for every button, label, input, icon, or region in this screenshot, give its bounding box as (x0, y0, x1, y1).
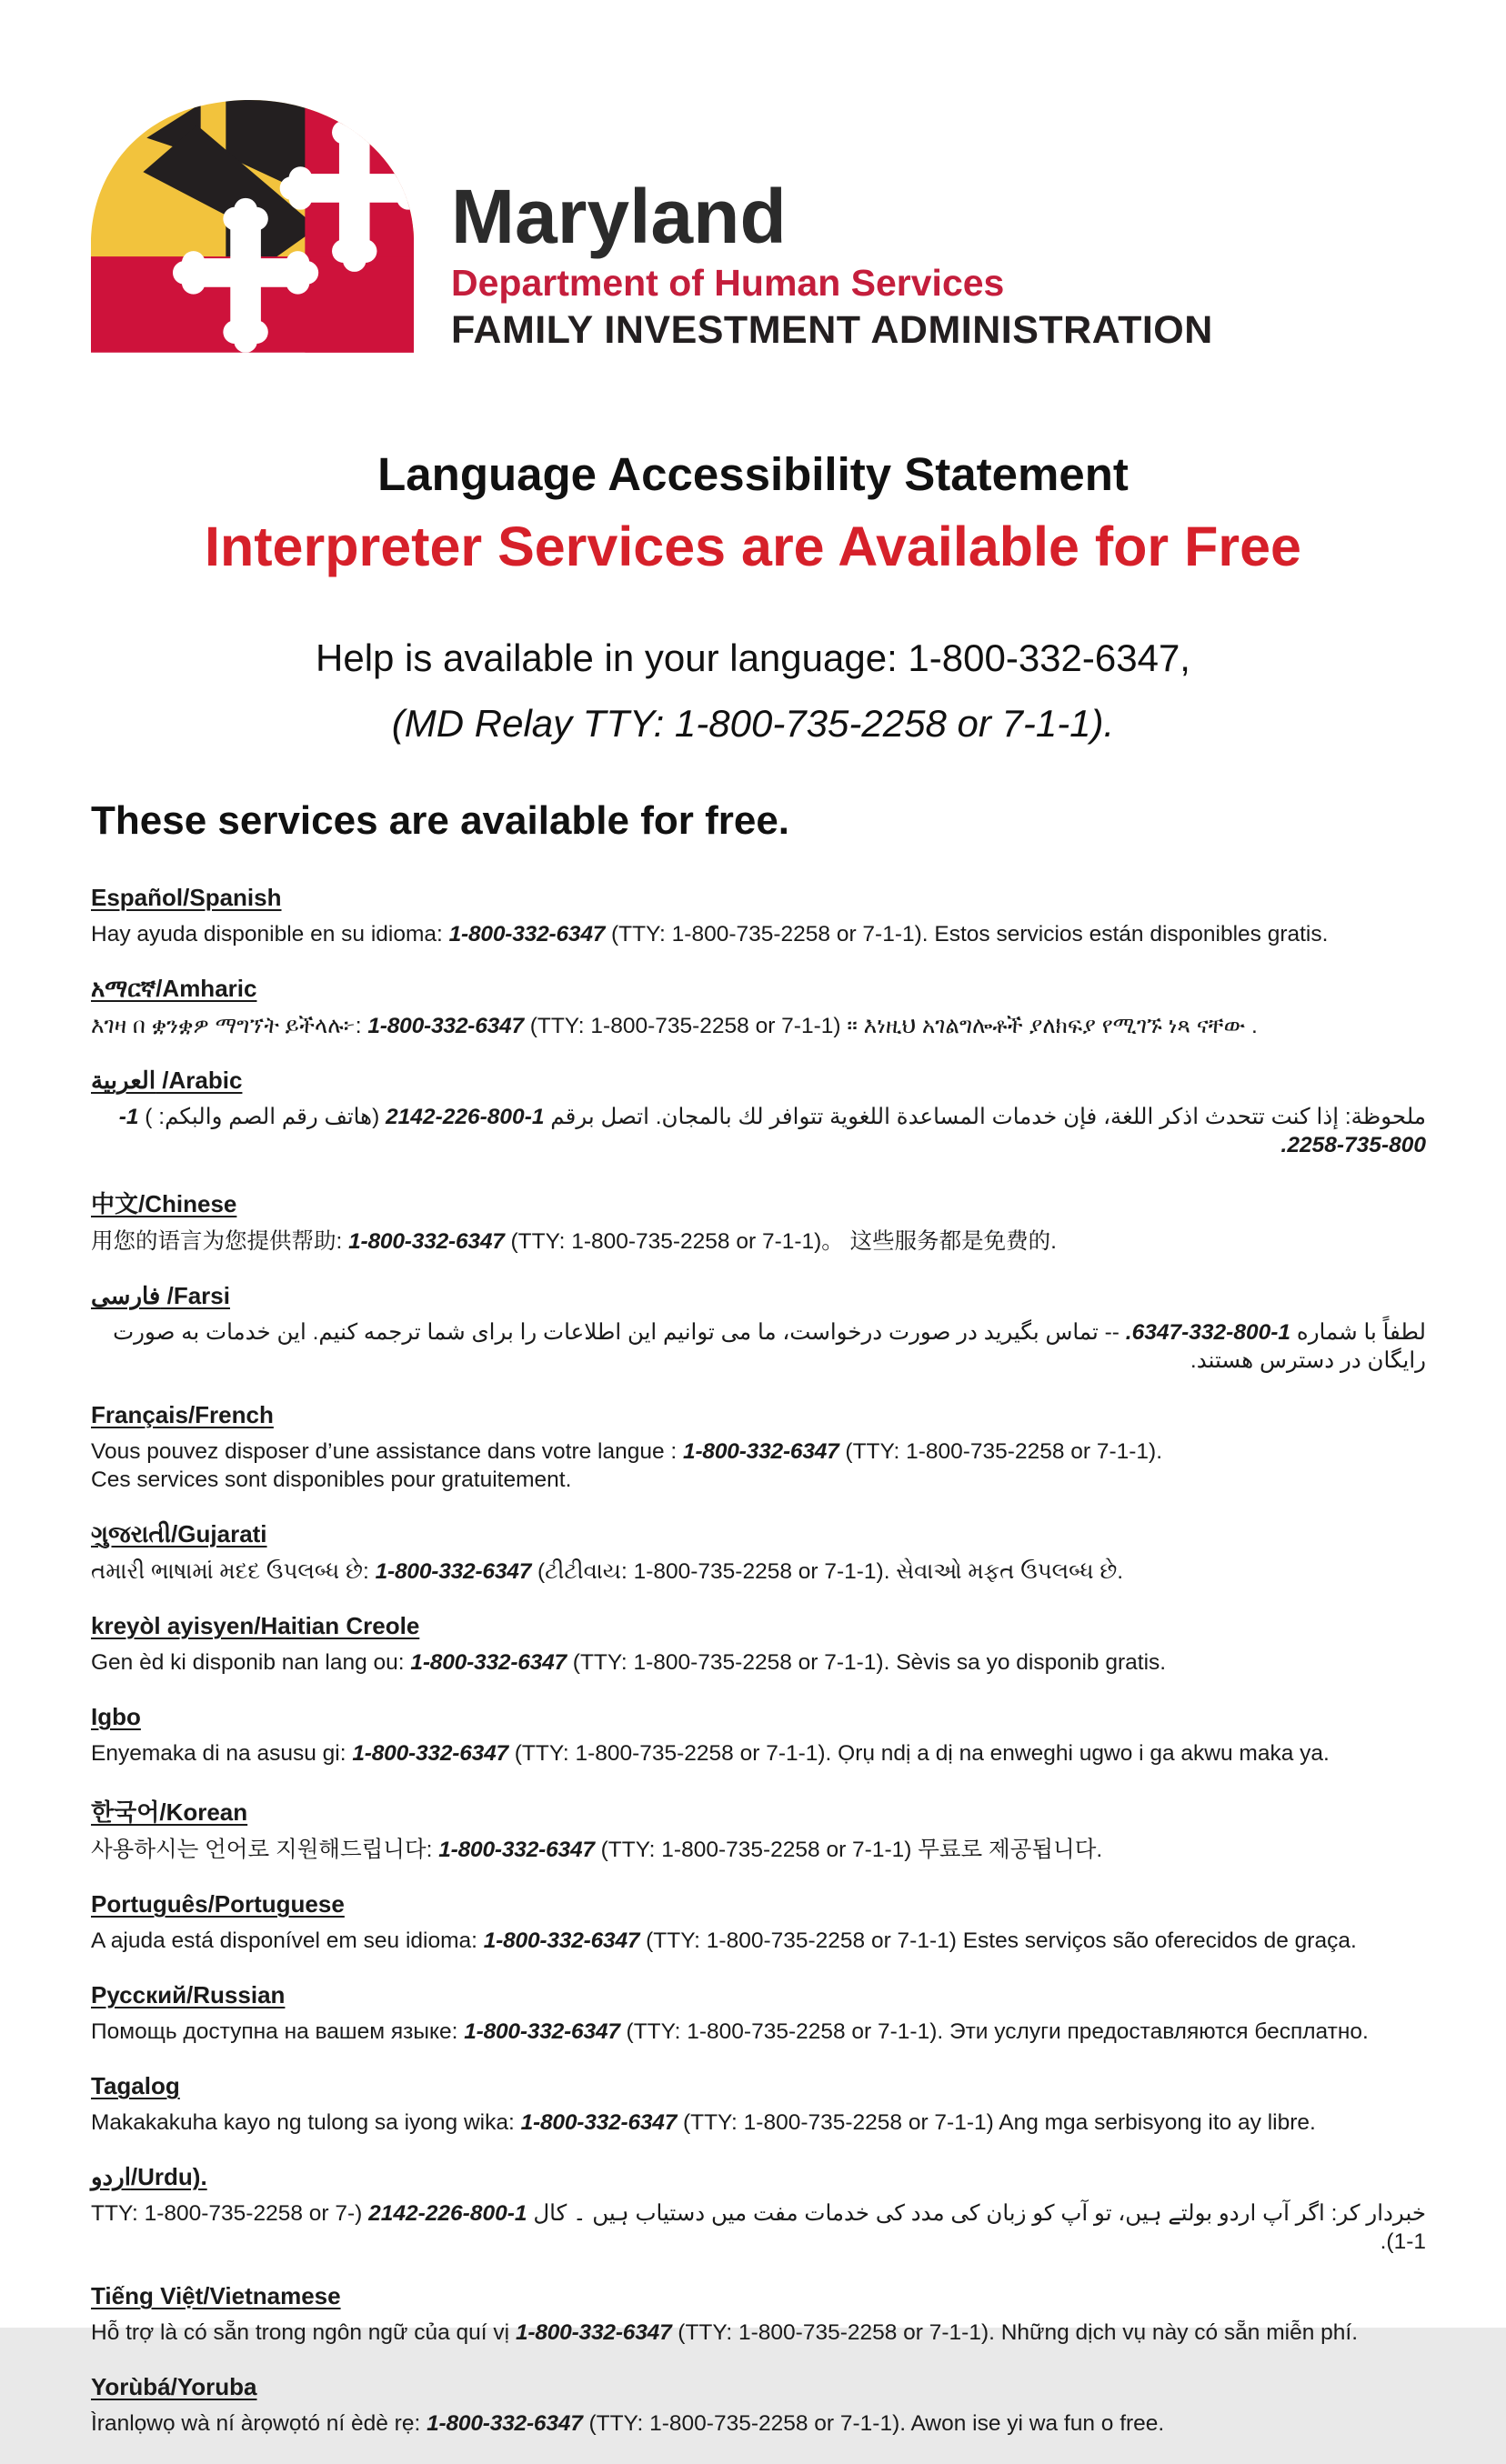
text-segment: (TTY: 1-800-735-2258 or 7-1-1) Ang mga serbisyong ito ay libre. (677, 2110, 1316, 2135)
language-text-urdu (91, 2199, 1426, 2256)
language-section-arabic (91, 1067, 1426, 1159)
language-section-french (91, 1401, 1426, 1494)
text-segment: (TTY: 1-800-735-2258 or 7-1-1) 무료로 제공됩니다. (594, 1838, 1103, 1862)
page-subtitle: Interpreter Services are Available for Free (205, 516, 1301, 577)
phone-number: 1-800-332-6347 (515, 2320, 672, 2345)
text-segment: Vous pouvez disposer d’une assistance dans votre langue : (91, 1439, 684, 1464)
text-segment: Enyemaka di na asusu gi: (91, 1741, 353, 1766)
text-segment: Hỗ trợ là có sẵn trong ngôn ngữ của quí vị (91, 2320, 516, 2345)
language-text-arabic (91, 1103, 1426, 1159)
language-heading-farsi: فارسی /Farsi (91, 1282, 230, 1309)
language-heading-portuguese: Português/Portuguese (91, 1890, 345, 1918)
text-segment: Makakakuha kayo ng tulong sa iyong wika: (91, 2110, 521, 2135)
phone-number: 1-800-332-6347 (483, 1928, 640, 1953)
language-text-vietnamese (91, 2319, 1426, 2347)
text-segment: እገዛ በ ቋንቋዎ ማግኘት ይችላሉ፦: (91, 1014, 368, 1038)
text-segment: (TTY: 1-800-735-2258 or 7-1-1). (91, 2201, 1426, 2254)
agency-name: Maryland (451, 173, 787, 259)
phone-number: 1-800-226-2142 (386, 1105, 545, 1129)
language-heading-korean: 한국어/Korean (91, 1798, 248, 1826)
agency-logo-text (451, 173, 1213, 353)
language-section-russian (91, 1981, 1426, 2046)
agency-administration: FAMILY INVESTMENT ADMINISTRATION (451, 307, 1213, 352)
language-section-yoruba (91, 2373, 1426, 2438)
language-heading-vietnamese: Tiếng Việt/Vietnamese (91, 2282, 341, 2309)
phone-number: 1-800-332-6347 (367, 1014, 524, 1038)
language-section-portuguese (91, 1890, 1426, 1955)
phone-number: 1-800-332-6347 (410, 1650, 567, 1675)
language-heading-haitian-creole: kreyòl ayisyen/Haitian Creole (91, 1612, 420, 1639)
agency-department: Department of Human Services (451, 261, 1005, 304)
text-segment: (TTY: 1-800-735-2258 or 7-1-1) ። እነዚህ አገልግሎቶች ያለክፍያ የሚገኙ ነጻ ናቸው . (523, 1014, 1258, 1038)
language-section-chinese (91, 1186, 1426, 1256)
language-heading-russian: Русский/Russian (91, 1981, 286, 2008)
phone-number: 1-800-735-2258. (118, 1105, 1426, 1157)
text-segment: (TTY: 1-800-735-2258 or 7-1-1). Sèvis sa yo disponib gratis. (566, 1650, 1167, 1675)
text-segment: Ìranlọwọ wà ní àrọwọtó ní èdè rẹ: (91, 2411, 427, 2436)
language-section-gujarati (91, 1520, 1426, 1586)
help-phone-line: Help is available in your language: 1-800-332-6347, (316, 636, 1190, 679)
text-segment: તમારી ભાષામાં મદદ ઉપલબ્ધ છે: (91, 1559, 376, 1584)
text-segment: (TTY: 1-800-735-2258 or 7-1-1). Ọrụ ndị a dị na enweghi ugwo i ga akwu maka ya. (507, 1741, 1330, 1766)
language-text-gujarati (91, 1558, 1426, 1586)
text-segment: Gen èd ki disponib nan lang ou: (91, 1650, 411, 1675)
language-text-igbo (91, 1739, 1426, 1768)
language-text-french-line1 (91, 1437, 1426, 1466)
language-text-french-line2 (91, 1466, 1426, 1494)
text-segment: -- تماس بگیرید در صورت درخواست، ما می توانیم این اطلاعات را برای شما ترجمه کنیم. این خدمات به صورت رایگان در دسترس هستند. (113, 1320, 1426, 1373)
phone-number: 1-800-332-6347 (520, 2110, 678, 2135)
text-segment: لطفاً با شماره (1290, 1320, 1426, 1345)
phone-number: 1-800-332-6347 (348, 1229, 505, 1254)
language-heading-tagalog: Tagalog (91, 2072, 180, 2099)
phone-number: 1-800-332-6347 (683, 1439, 839, 1464)
language-section-haitian-creole (91, 1612, 1426, 1677)
phone-number: 1-800-332-6347 (448, 922, 606, 947)
text-segment: (هاتف رقم الصم والبكم: ) (138, 1105, 387, 1129)
phone-number: 1-800-226-2142 (368, 2201, 527, 2226)
phone-number: 1-800-332-6347 (352, 1741, 508, 1766)
services-free-statement: These services are available for free. (91, 798, 790, 843)
text-segment: (TTY: 1-800-735-2258 or 7-1-1)。 这些服务都是免费的. (504, 1229, 1057, 1254)
language-section-urdu (91, 2163, 1426, 2256)
language-section-korean (91, 1794, 1426, 1864)
language-section-igbo (91, 1703, 1426, 1768)
agency-logo-block (91, 96, 1213, 353)
text-segment: خبردار کر: اگر آپ اردو بولتے ہیں، تو آپ کو زبان کی مدد کی خدمات مفت میں دستیاب ہیں ۔ کال (527, 2201, 1426, 2226)
text-segment: 사용하시는 언어로 지원해드립니다: (91, 1838, 439, 1862)
phone-number: 1-800-332-6347 (375, 1559, 532, 1584)
md-relay-tty-line: (MD Relay TTY: 1-800-735-2258 or 7-1-1). (391, 702, 1115, 745)
language-section-spanish (91, 884, 1426, 948)
language-text-portuguese (91, 1927, 1426, 1955)
language-heading-arabic: العربية /Arabic (91, 1067, 243, 1094)
language-heading-igbo: Igbo (91, 1703, 141, 1730)
text-segment: (TTY: 1-800-735-2258 or 7-1-1). Эти услуги предоставляются бесплатно. (619, 2019, 1369, 2044)
text-segment: (ટીટીવાય: 1-800-735-2258 or 7-1-1). સેવાઓ મફત ઉપલબ્ધ છે. (531, 1559, 1124, 1584)
maryland-flag-arch-icon (91, 96, 415, 353)
language-section-tagalog (91, 2072, 1426, 2137)
language-heading-amharic: አማርኛ/Amharic (91, 975, 257, 1002)
text-segment: 用您的语言为您提供帮助: (91, 1229, 349, 1254)
language-heading-chinese: 中文/Chinese (91, 1190, 237, 1217)
language-section-farsi (91, 1282, 1426, 1375)
language-heading-gujarati: ગુજરાતી/Gujarati (91, 1520, 267, 1548)
text-segment: (TTY: 1-800-735-2258 or 7-1-1). (838, 1439, 1163, 1464)
language-sections (91, 884, 1426, 2464)
language-heading-yoruba: Yorùbá/Yoruba (91, 2373, 257, 2400)
text-segment: A ajuda está disponível em seu idioma: (91, 1928, 484, 1953)
language-heading-spanish: Español/Spanish (91, 884, 282, 911)
phone-number: 1-800-332-6347 (427, 2411, 583, 2436)
text-segment: ملحوظة: إذا كنت تتحدث اذكر اللغة، فإن خدمات المساعدة اللغوية تتوافر لك بالمجان. اتصل برقم (544, 1105, 1426, 1129)
text-segment: (TTY: 1-800-735-2258 or 7-1-1). Awon ise yi wa fun o free. (582, 2411, 1165, 2436)
language-text-yoruba (91, 2409, 1426, 2438)
text-segment: (TTY: 1-800-735-2258 or 7-1-1) Estes serviços são oferecidos de graça. (639, 1928, 1357, 1953)
language-section-vietnamese (91, 2282, 1426, 2347)
language-heading-french: Français/French (91, 1401, 274, 1428)
language-text-chinese (91, 1227, 1426, 1256)
phone-number: 1-800-332-6347 (438, 1838, 595, 1862)
text-segment: Hay ayuda disponible en su idioma: (91, 922, 449, 947)
language-section-amharic (91, 975, 1426, 1040)
language-text-korean (91, 1836, 1426, 1864)
text-segment: (TTY: 1-800-735-2258 or 7-1-1). Những dịch vụ này có sẵn miễn phí. (671, 2320, 1359, 2345)
language-text-spanish (91, 920, 1426, 948)
language-text-amharic (91, 1012, 1426, 1040)
phone-number: 1-800-332-6347. (1125, 1320, 1291, 1345)
maryland-flag-logo (91, 96, 415, 353)
text-segment: (TTY: 1-800-735-2258 or 7-1-1). Estos servicios están disponibles gratis. (605, 922, 1329, 947)
text-segment: Ces services sont disponibles pour gratuitement. (91, 1467, 572, 1492)
language-text-tagalog (91, 2108, 1426, 2137)
phone-number: 1-800-332-6347 (464, 2019, 620, 2044)
language-text-haitian-creole (91, 1648, 1426, 1677)
language-text-russian (91, 2018, 1426, 2046)
text-segment: Помощь доступна на вашем языке: (91, 2019, 465, 2044)
page-title: Language Accessibility Statement (377, 448, 1129, 500)
language-heading-urdu: اردو/Urdu). (91, 2163, 207, 2190)
language-text-farsi (91, 1318, 1426, 1375)
